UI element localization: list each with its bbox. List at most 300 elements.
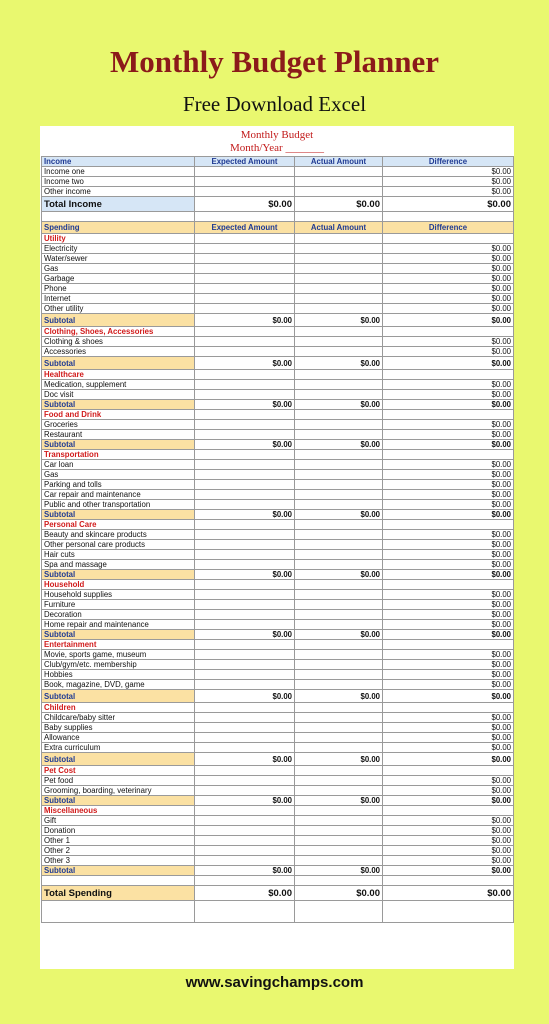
- expected-amount-cell[interactable]: [195, 590, 295, 600]
- spending-item-label: Groceries: [42, 420, 195, 430]
- spending-row: [42, 590, 514, 600]
- category-blank-cell: [295, 234, 383, 244]
- income-item-label: Income two: [42, 177, 195, 187]
- spending-item-label: Parking and tolls: [42, 480, 195, 490]
- category-blank-cell: [383, 640, 514, 650]
- spending-item-label: Furniture: [42, 600, 195, 610]
- actual-amount-cell[interactable]: [295, 390, 383, 400]
- subtotal-difference: $0.00: [383, 866, 514, 876]
- actual-amount-cell[interactable]: [295, 550, 383, 560]
- subtotal-label: Subtotal: [42, 866, 195, 876]
- category-blank-cell: [295, 410, 383, 420]
- total-spending-expected: $0.00: [195, 886, 295, 901]
- actual-amount-cell[interactable]: [295, 670, 383, 680]
- subtotal-row: [42, 357, 514, 370]
- actual-amount-cell[interactable]: [295, 600, 383, 610]
- subtotal-label: Subtotal: [42, 753, 195, 766]
- spending-item-label: Gas: [42, 264, 195, 274]
- actual-amount-cell[interactable]: [295, 167, 383, 177]
- spending-row: [42, 776, 514, 786]
- actual-amount-cell[interactable]: [295, 846, 383, 856]
- difference-cell: $0.00: [383, 713, 514, 723]
- spending-row: [42, 294, 514, 304]
- category-blank-cell: [383, 450, 514, 460]
- expected-amount-cell[interactable]: [195, 550, 295, 560]
- spending-row: [42, 733, 514, 743]
- spending-header-cell: Difference: [383, 222, 514, 234]
- subtotal-difference: $0.00: [383, 357, 514, 370]
- difference-cell: $0.00: [383, 254, 514, 264]
- expected-amount-cell[interactable]: [195, 470, 295, 480]
- spending-item-label: Car repair and maintenance: [42, 490, 195, 500]
- category-blank-cell: [383, 703, 514, 713]
- subtotal-actual: $0.00: [295, 753, 383, 766]
- expected-amount-cell[interactable]: [195, 856, 295, 866]
- category-row: [42, 806, 514, 816]
- expected-amount-cell[interactable]: [195, 836, 295, 846]
- spending-item-label: Medication, supplement: [42, 380, 195, 390]
- spending-header-cell: Actual Amount: [295, 222, 383, 234]
- expected-amount-cell[interactable]: [195, 304, 295, 314]
- difference-cell: $0.00: [383, 733, 514, 743]
- spending-row: [42, 660, 514, 670]
- spending-row: [42, 670, 514, 680]
- category-blank-cell: [295, 450, 383, 460]
- actual-amount-cell[interactable]: [295, 650, 383, 660]
- total-spending-row: [42, 886, 514, 901]
- actual-amount-cell[interactable]: [295, 460, 383, 470]
- actual-amount-cell[interactable]: [295, 264, 383, 274]
- actual-amount-cell[interactable]: [295, 380, 383, 390]
- expected-amount-cell[interactable]: [195, 254, 295, 264]
- category-row: [42, 580, 514, 590]
- difference-cell: $0.00: [383, 670, 514, 680]
- spacer-cell: [295, 901, 383, 923]
- expected-amount-cell[interactable]: [195, 390, 295, 400]
- actual-amount-cell[interactable]: [295, 284, 383, 294]
- category-blank-cell: [195, 766, 295, 776]
- category-name: Children: [42, 703, 195, 713]
- spending-item-label: Phone: [42, 284, 195, 294]
- spending-item-label: Beauty and skincare products: [42, 530, 195, 540]
- difference-cell: $0.00: [383, 304, 514, 314]
- expected-amount-cell[interactable]: [195, 380, 295, 390]
- expected-amount-cell[interactable]: [195, 490, 295, 500]
- income-item-label: Income one: [42, 167, 195, 177]
- actual-amount-cell[interactable]: [295, 680, 383, 690]
- total-income-expected: $0.00: [195, 197, 295, 212]
- spending-item-label: Other 3: [42, 856, 195, 866]
- spending-row: [42, 620, 514, 630]
- actual-amount-cell[interactable]: [295, 347, 383, 357]
- spending-item-label: Grooming, boarding, veterinary: [42, 786, 195, 796]
- category-row: [42, 327, 514, 337]
- spending-header-row: [42, 222, 514, 234]
- actual-amount-cell[interactable]: [295, 620, 383, 630]
- subtotal-difference: $0.00: [383, 630, 514, 640]
- category-name: Pet Cost: [42, 766, 195, 776]
- spacer-cell: [295, 212, 383, 222]
- spending-item-label: Hair cuts: [42, 550, 195, 560]
- difference-cell: $0.00: [383, 776, 514, 786]
- expected-amount-cell[interactable]: [195, 294, 295, 304]
- subtotal-row: [42, 570, 514, 580]
- spending-row: [42, 254, 514, 264]
- difference-cell: $0.00: [383, 177, 514, 187]
- actual-amount-cell[interactable]: [295, 530, 383, 540]
- subtotal-row: [42, 796, 514, 806]
- spending-row: [42, 550, 514, 560]
- spending-row: [42, 430, 514, 440]
- category-row: [42, 520, 514, 530]
- expected-amount-cell[interactable]: [195, 670, 295, 680]
- budget-sheet: [40, 126, 514, 969]
- spending-row: [42, 600, 514, 610]
- category-name: Healthcare: [42, 370, 195, 380]
- difference-cell: $0.00: [383, 420, 514, 430]
- actual-amount-cell[interactable]: [295, 733, 383, 743]
- total-spending-difference: $0.00: [383, 886, 514, 901]
- spacer-cell: [295, 876, 383, 886]
- actual-amount-cell[interactable]: [295, 713, 383, 723]
- expected-amount-cell[interactable]: [195, 430, 295, 440]
- expected-amount-cell[interactable]: [195, 650, 295, 660]
- expected-amount-cell[interactable]: [195, 680, 295, 690]
- subtotal-expected: $0.00: [195, 570, 295, 580]
- actual-amount-cell[interactable]: [295, 420, 383, 430]
- spending-item-label: Internet: [42, 294, 195, 304]
- difference-cell: $0.00: [383, 560, 514, 570]
- spacer-cell: [42, 876, 195, 886]
- actual-amount-cell[interactable]: [295, 826, 383, 836]
- category-row: [42, 234, 514, 244]
- category-name: Transportation: [42, 450, 195, 460]
- spending-row: [42, 743, 514, 753]
- actual-amount-cell[interactable]: [295, 490, 383, 500]
- difference-cell: $0.00: [383, 470, 514, 480]
- subtotal-difference: $0.00: [383, 400, 514, 410]
- category-row: [42, 766, 514, 776]
- spacer-cell: [42, 212, 195, 222]
- difference-cell: $0.00: [383, 836, 514, 846]
- expected-amount-cell[interactable]: [195, 244, 295, 254]
- difference-cell: $0.00: [383, 187, 514, 197]
- spending-item-label: Home repair and maintenance: [42, 620, 195, 630]
- spending-item-label: Accessories: [42, 347, 195, 357]
- spending-item-label: Baby supplies: [42, 723, 195, 733]
- expected-amount-cell[interactable]: [195, 723, 295, 733]
- expected-amount-cell[interactable]: [195, 274, 295, 284]
- difference-cell: $0.00: [383, 540, 514, 550]
- actual-amount-cell[interactable]: [295, 304, 383, 314]
- income-header-row: [42, 157, 514, 167]
- subtotal-label: Subtotal: [42, 690, 195, 703]
- subtotal-difference: $0.00: [383, 570, 514, 580]
- spending-item-label: Hobbies: [42, 670, 195, 680]
- actual-amount-cell[interactable]: [295, 786, 383, 796]
- spending-header-cell: Expected Amount: [195, 222, 295, 234]
- actual-amount-cell[interactable]: [295, 430, 383, 440]
- expected-amount-cell[interactable]: [195, 610, 295, 620]
- category-blank-cell: [295, 766, 383, 776]
- subtotal-label: Subtotal: [42, 630, 195, 640]
- actual-amount-cell[interactable]: [295, 470, 383, 480]
- subtotal-expected: $0.00: [195, 630, 295, 640]
- subtotal-difference: $0.00: [383, 753, 514, 766]
- expected-amount-cell[interactable]: [195, 460, 295, 470]
- subtotal-actual: $0.00: [295, 630, 383, 640]
- difference-cell: $0.00: [383, 380, 514, 390]
- difference-cell: $0.00: [383, 680, 514, 690]
- total-income-row: [42, 197, 514, 212]
- category-blank-cell: [383, 766, 514, 776]
- subtotal-actual: $0.00: [295, 314, 383, 327]
- actual-amount-cell[interactable]: [295, 337, 383, 347]
- subtotal-label: Subtotal: [42, 357, 195, 370]
- difference-cell: $0.00: [383, 610, 514, 620]
- difference-cell: $0.00: [383, 530, 514, 540]
- category-blank-cell: [383, 327, 514, 337]
- spending-item-label: Household supplies: [42, 590, 195, 600]
- expected-amount-cell[interactable]: [195, 816, 295, 826]
- spending-row: [42, 244, 514, 254]
- expected-amount-cell[interactable]: [195, 500, 295, 510]
- difference-cell: $0.00: [383, 430, 514, 440]
- income-row: [42, 177, 514, 187]
- spending-row: [42, 846, 514, 856]
- difference-cell: $0.00: [383, 347, 514, 357]
- subtotal-label: Subtotal: [42, 400, 195, 410]
- income-row: [42, 167, 514, 177]
- actual-amount-cell[interactable]: [295, 244, 383, 254]
- expected-amount-cell[interactable]: [195, 786, 295, 796]
- spending-item-label: Restaurant: [42, 430, 195, 440]
- spacer-cell: [195, 876, 295, 886]
- category-blank-cell: [195, 520, 295, 530]
- category-blank-cell: [383, 520, 514, 530]
- expected-amount-cell[interactable]: [195, 420, 295, 430]
- actual-amount-cell[interactable]: [295, 560, 383, 570]
- spending-item-label: Pet food: [42, 776, 195, 786]
- expected-amount-cell[interactable]: [195, 600, 295, 610]
- spending-row: [42, 816, 514, 826]
- difference-cell: $0.00: [383, 620, 514, 630]
- category-row: [42, 370, 514, 380]
- expected-amount-cell[interactable]: [195, 560, 295, 570]
- footer-url: www.savingchamps.com: [185, 974, 364, 991]
- subtotal-expected: $0.00: [195, 314, 295, 327]
- subtotal-difference: $0.00: [383, 510, 514, 520]
- subtotal-actual: $0.00: [295, 866, 383, 876]
- spending-row: [42, 490, 514, 500]
- spending-row: [42, 610, 514, 620]
- expected-amount-cell[interactable]: [195, 743, 295, 753]
- spending-item-label: Club/gym/etc. membership: [42, 660, 195, 670]
- spending-header-cell: Spending: [42, 222, 195, 234]
- actual-amount-cell[interactable]: [295, 610, 383, 620]
- expected-amount-cell[interactable]: [195, 284, 295, 294]
- category-blank-cell: [383, 410, 514, 420]
- subtotal-row: [42, 690, 514, 703]
- actual-amount-cell[interactable]: [295, 187, 383, 197]
- difference-cell: $0.00: [383, 294, 514, 304]
- spacer-row: [42, 901, 514, 923]
- actual-amount-cell[interactable]: [295, 776, 383, 786]
- category-blank-cell: [383, 806, 514, 816]
- page-title: Monthly Budget Planner: [110, 44, 439, 79]
- expected-amount-cell[interactable]: [195, 530, 295, 540]
- difference-cell: $0.00: [383, 826, 514, 836]
- difference-cell: $0.00: [383, 500, 514, 510]
- spending-row: [42, 274, 514, 284]
- spending-row: [42, 650, 514, 660]
- difference-cell: $0.00: [383, 590, 514, 600]
- spending-row: [42, 390, 514, 400]
- category-blank-cell: [295, 370, 383, 380]
- subtotal-row: [42, 440, 514, 450]
- expected-amount-cell[interactable]: [195, 540, 295, 550]
- spacer-cell: [383, 901, 514, 923]
- expected-amount-cell[interactable]: [195, 846, 295, 856]
- actual-amount-cell[interactable]: [295, 743, 383, 753]
- difference-cell: $0.00: [383, 460, 514, 470]
- subtotal-difference: $0.00: [383, 796, 514, 806]
- spending-row: [42, 723, 514, 733]
- subtotal-difference: $0.00: [383, 314, 514, 327]
- spending-item-label: Clothing & shoes: [42, 337, 195, 347]
- income-header-cell: Actual Amount: [295, 157, 383, 167]
- category-row: [42, 450, 514, 460]
- category-blank-cell: [295, 580, 383, 590]
- expected-amount-cell[interactable]: [195, 660, 295, 670]
- expected-amount-cell[interactable]: [195, 337, 295, 347]
- actual-amount-cell[interactable]: [295, 500, 383, 510]
- spending-row: [42, 786, 514, 796]
- difference-cell: $0.00: [383, 816, 514, 826]
- actual-amount-cell[interactable]: [295, 660, 383, 670]
- page-subtitle: Free Download Excel: [182, 92, 367, 116]
- expected-amount-cell[interactable]: [195, 480, 295, 490]
- category-blank-cell: [295, 806, 383, 816]
- difference-cell: $0.00: [383, 600, 514, 610]
- category-blank-cell: [195, 370, 295, 380]
- actual-amount-cell[interactable]: [295, 836, 383, 846]
- income-row: [42, 187, 514, 197]
- expected-amount-cell[interactable]: [195, 167, 295, 177]
- expected-amount-cell[interactable]: [195, 620, 295, 630]
- actual-amount-cell[interactable]: [295, 274, 383, 284]
- total-spending-label: Total Spending: [42, 886, 195, 901]
- spending-item-label: Decoration: [42, 610, 195, 620]
- difference-cell: $0.00: [383, 846, 514, 856]
- actual-amount-cell[interactable]: [295, 480, 383, 490]
- spending-item-label: Garbage: [42, 274, 195, 284]
- category-name: Food and Drink: [42, 410, 195, 420]
- expected-amount-cell[interactable]: [195, 713, 295, 723]
- income-header-cell: Expected Amount: [195, 157, 295, 167]
- expected-amount-cell[interactable]: [195, 177, 295, 187]
- actual-amount-cell[interactable]: [295, 816, 383, 826]
- category-blank-cell: [383, 370, 514, 380]
- actual-amount-cell[interactable]: [295, 723, 383, 733]
- expected-amount-cell[interactable]: [195, 264, 295, 274]
- spending-row: [42, 304, 514, 314]
- difference-cell: $0.00: [383, 167, 514, 177]
- actual-amount-cell[interactable]: [295, 177, 383, 187]
- spending-item-label: Doc visit: [42, 390, 195, 400]
- category-blank-cell: [295, 520, 383, 530]
- total-spending-actual: $0.00: [295, 886, 383, 901]
- category-blank-cell: [295, 327, 383, 337]
- subtotal-row: [42, 753, 514, 766]
- total-income-actual: $0.00: [295, 197, 383, 212]
- subtotal-label: Subtotal: [42, 796, 195, 806]
- sheet-title: Monthly Budget: [240, 129, 314, 141]
- spending-item-label: Childcare/baby sitter: [42, 713, 195, 723]
- difference-cell: $0.00: [383, 743, 514, 753]
- spending-item-label: Water/sewer: [42, 254, 195, 264]
- spending-row: [42, 347, 514, 357]
- spacer-row: [42, 876, 514, 886]
- category-blank-cell: [195, 450, 295, 460]
- spending-row: [42, 540, 514, 550]
- expected-amount-cell[interactable]: [195, 733, 295, 743]
- subtotal-row: [42, 400, 514, 410]
- spending-item-label: Car loan: [42, 460, 195, 470]
- subtotal-difference: $0.00: [383, 690, 514, 703]
- difference-cell: $0.00: [383, 490, 514, 500]
- actual-amount-cell[interactable]: [295, 540, 383, 550]
- spending-item-label: Other 1: [42, 836, 195, 846]
- difference-cell: $0.00: [383, 660, 514, 670]
- subtotal-actual: $0.00: [295, 357, 383, 370]
- expected-amount-cell[interactable]: [195, 776, 295, 786]
- spending-row: [42, 530, 514, 540]
- difference-cell: $0.00: [383, 284, 514, 294]
- spending-item-label: Gas: [42, 470, 195, 480]
- actual-amount-cell[interactable]: [295, 856, 383, 866]
- subtotal-label: Subtotal: [42, 570, 195, 580]
- spending-item-label: Public and other transportation: [42, 500, 195, 510]
- expected-amount-cell[interactable]: [195, 826, 295, 836]
- spending-row: [42, 500, 514, 510]
- subtotal-row: [42, 510, 514, 520]
- subtotal-expected: $0.00: [195, 357, 295, 370]
- subtotal-expected: $0.00: [195, 400, 295, 410]
- subtotal-actual: $0.00: [295, 690, 383, 703]
- spending-row: [42, 284, 514, 294]
- sheet-month-year: Month/Year _______: [230, 142, 324, 154]
- category-name: Personal Care: [42, 520, 195, 530]
- actual-amount-cell[interactable]: [295, 590, 383, 600]
- spending-row: [42, 680, 514, 690]
- spending-item-label: Other utility: [42, 304, 195, 314]
- category-blank-cell: [295, 703, 383, 713]
- spending-item-label: Allowance: [42, 733, 195, 743]
- category-blank-cell: [195, 806, 295, 816]
- subtotal-label: Subtotal: [42, 510, 195, 520]
- expected-amount-cell[interactable]: [195, 347, 295, 357]
- spending-item-label: Spa and massage: [42, 560, 195, 570]
- spending-item-label: Other 2: [42, 846, 195, 856]
- category-blank-cell: [195, 640, 295, 650]
- spending-item-label: Donation: [42, 826, 195, 836]
- income-header-cell: Difference: [383, 157, 514, 167]
- actual-amount-cell[interactable]: [295, 254, 383, 264]
- spending-row: [42, 460, 514, 470]
- actual-amount-cell[interactable]: [295, 294, 383, 304]
- expected-amount-cell[interactable]: [195, 187, 295, 197]
